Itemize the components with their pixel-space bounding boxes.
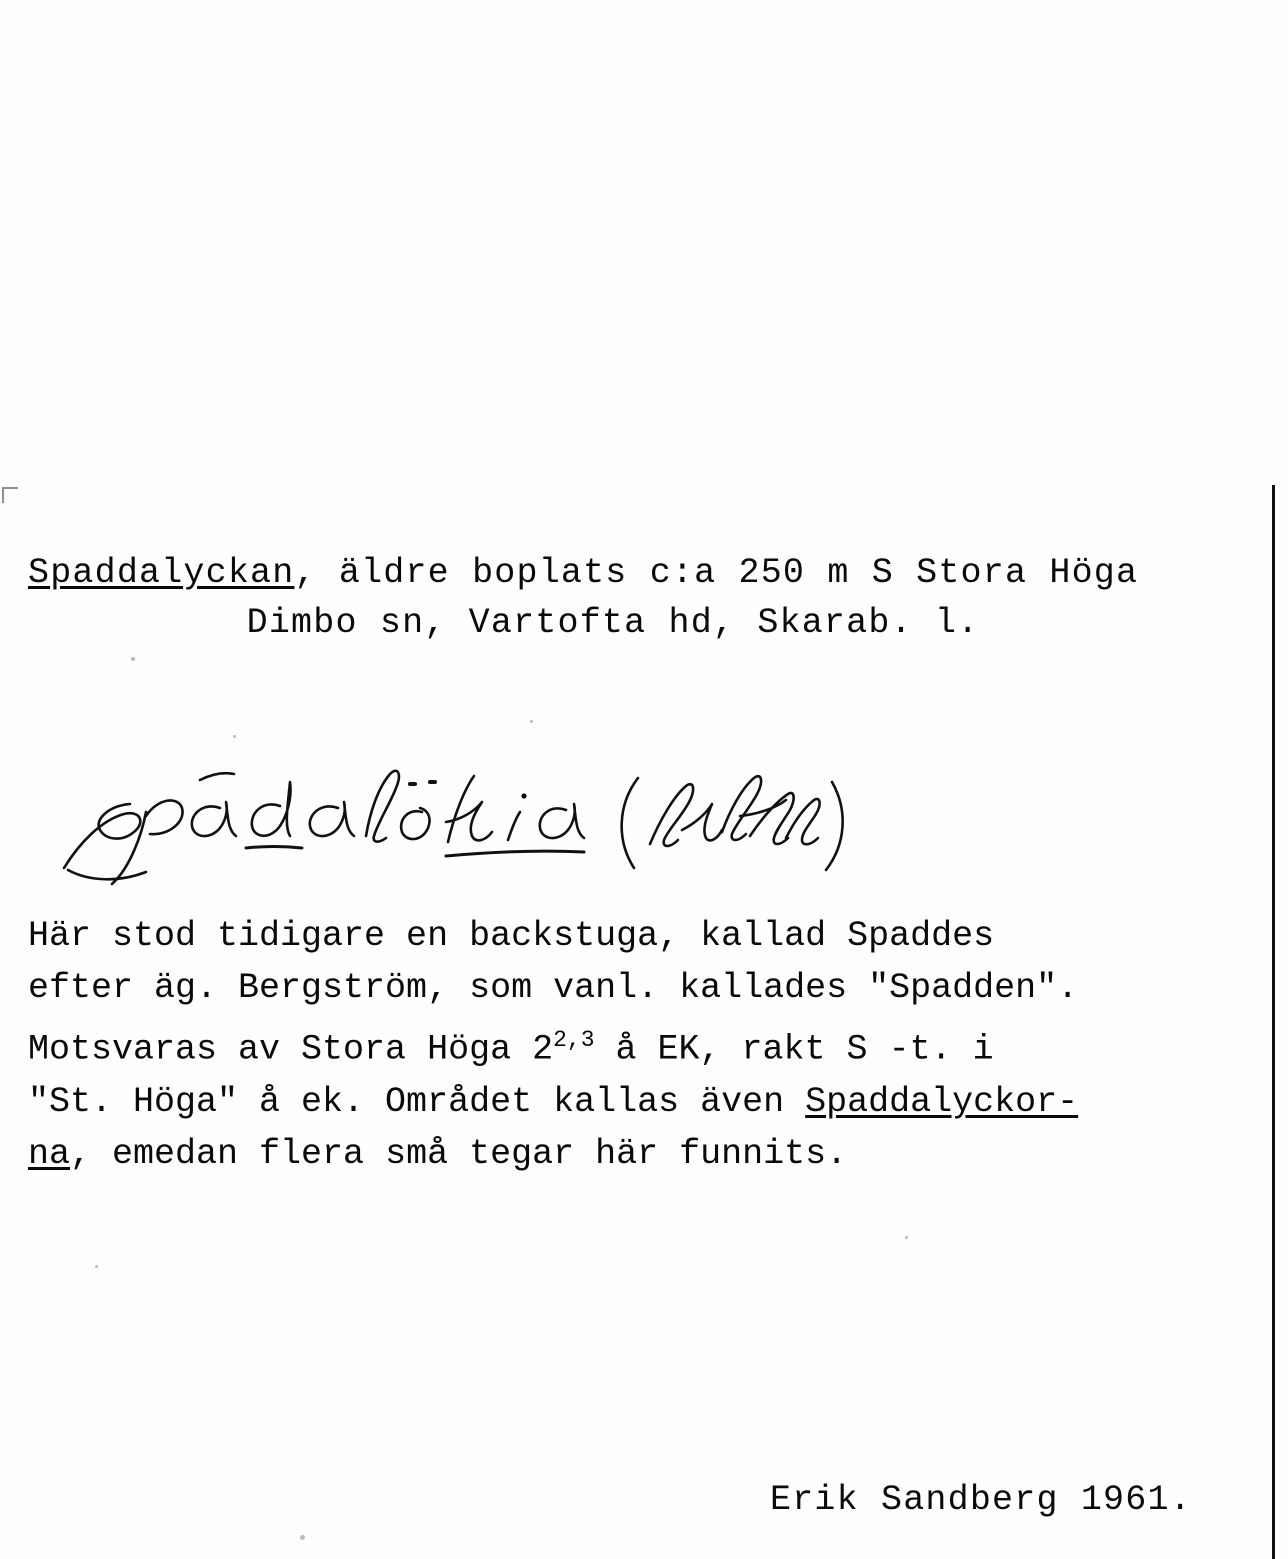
body-text-block [28, 910, 1278, 1180]
handwritten-dialect-note [50, 756, 870, 886]
heading-line-1-rest: , äldre boplats c:a 250 m S Stora Höga [294, 553, 1139, 593]
paper-speck [905, 1236, 908, 1239]
heading-line-2: Dimbo sn, Vartofta hd, Skarab. l. [246, 603, 980, 643]
body-line-1: Här stod tidigare en backstuga, kallad Spaddes [28, 916, 995, 956]
body-line-3-part-a: Motsvaras av Stora Höga 2 [28, 1029, 554, 1070]
paper-speck [530, 720, 533, 723]
place-name-title: Spaddalyckan [28, 553, 295, 593]
paper-speck [300, 1535, 305, 1540]
body-line-3 [28, 1014, 1278, 1076]
alt-name-part-1: Spaddalyckor- [805, 1081, 1079, 1122]
body-line-4-part-a: "St. Höga" å ek. Området kallas även [28, 1081, 806, 1122]
card-corner-mark [2, 487, 18, 503]
alt-name-part-2: na [28, 1133, 71, 1174]
heading-block [28, 548, 1268, 648]
paper-speck [233, 735, 236, 738]
body-line-5-rest: , emedan flera små tegar här funnits. [70, 1133, 848, 1174]
body-line-2: efter äg. Bergström, som vanl. kallades "Spadden". [28, 968, 1079, 1008]
paper-speck [131, 657, 135, 661]
signature-line: Erik Sandberg 1961. [770, 1480, 1192, 1520]
body-line-4 [28, 1076, 1278, 1128]
heading-line-1 [28, 548, 1268, 598]
body-line-5 [28, 1128, 1278, 1180]
property-fraction: 2,3 [553, 1027, 595, 1053]
paper-speck [95, 1265, 98, 1268]
body-line-3-part-b: å EK, rakt S -t. i [594, 1029, 994, 1070]
